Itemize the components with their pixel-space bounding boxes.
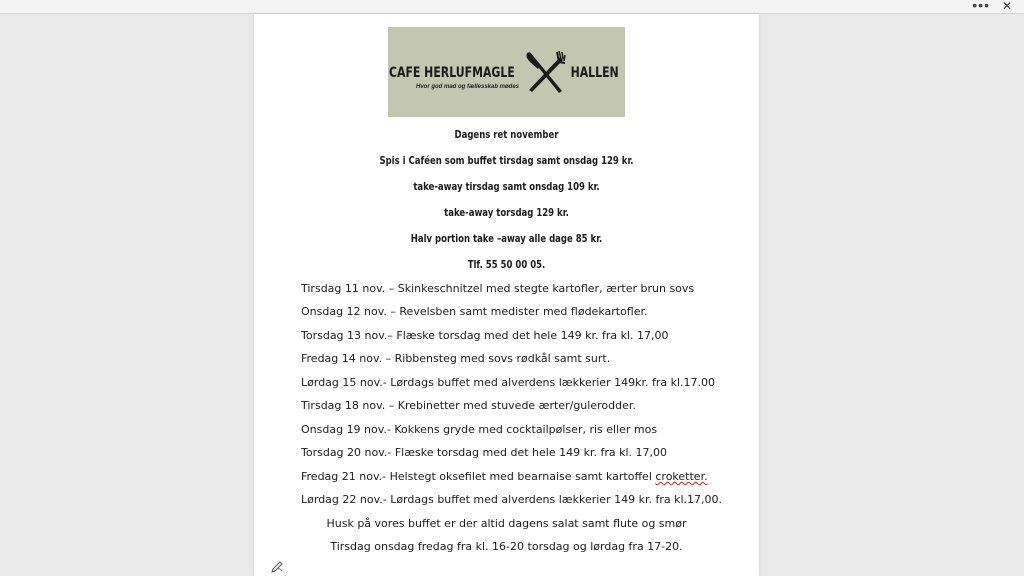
logo-name-right: HALLEN xyxy=(570,65,619,81)
heading-title: Dagens ret november xyxy=(454,128,559,141)
price-line: take-away tirsdag samt onsdag 109 kr. xyxy=(413,180,600,193)
buffet-note: Husk på vores buffet er der altid dagens salat samt flute og smør xyxy=(326,517,687,530)
window-titlebar xyxy=(0,0,1024,14)
spellcheck-word[interactable]: croketter. xyxy=(655,470,708,483)
price-line: Halv portion take –away alle dage 85 kr. xyxy=(410,232,603,245)
close-icon[interactable]: ✕ xyxy=(1001,0,1012,13)
menu-item: Lørdag 22 nov.- Lørdags buffet med alverdens lækkerier 149 kr. fra kl.17,00. xyxy=(301,493,722,506)
price-line: Spis i Caféen som buffet tirsdag samt onsdag 129 kr. xyxy=(379,154,634,167)
logo-tagline: Hvor god mad og fællesskab mødes xyxy=(416,84,520,90)
cafe-logo xyxy=(388,27,625,117)
menu-item: Fredag 14 nov. – Ribbensteg med sovs rødkål samt surt. xyxy=(301,352,611,365)
menu-item: Onsdag 12 nov. – Revelsben samt medister med flødekartofler. xyxy=(301,305,648,318)
menu-item: Tirsdag 18 nov. – Krebinetter med stuvede ærter/gulerodder. xyxy=(301,399,636,412)
logo-name-left: CAFE HERLUFMAGLE xyxy=(389,65,515,81)
knife-fork-icon xyxy=(524,51,566,95)
menu-item: Lørdag 15 nov.- Lørdags buffet med alverdens lækkerier 149kr. fra kl.17.00 xyxy=(301,376,716,389)
menu-item-with-spellcheck xyxy=(301,470,708,483)
menu-item-text: Fredag 21 nov.- Helstegt oksefilet med bearnaise samt kartoffel xyxy=(301,470,656,483)
opening-hours-note: Tirsdag onsdag fredag fra kl. 16-20 torsdag og lørdag fra 17-20. xyxy=(330,540,683,553)
more-icon[interactable]: ••• xyxy=(972,0,990,13)
price-line: take-away torsdag 129 kr. xyxy=(444,206,569,219)
menu-item: Torsdag 20 nov.- Flæske torsdag med det hele 149 kr. fra kl. 17,00 xyxy=(301,446,667,459)
pen-edit-icon[interactable] xyxy=(270,560,284,574)
document-page xyxy=(254,14,759,576)
menu-item: Torsdag 13 nov.– Flæske torsdag med det hele 149 kr. fra kl. 17,00 xyxy=(301,329,669,342)
menu-item: Tirsdag 11 nov. – Skinkeschnitzel med stegte kartofler, ærter brun sovs xyxy=(301,282,695,295)
phone-line: Tlf. 55 50 00 05. xyxy=(467,258,546,271)
menu-item: Onsdag 19 nov.- Kokkens gryde med cocktailpølser, ris eller mos xyxy=(301,423,658,436)
